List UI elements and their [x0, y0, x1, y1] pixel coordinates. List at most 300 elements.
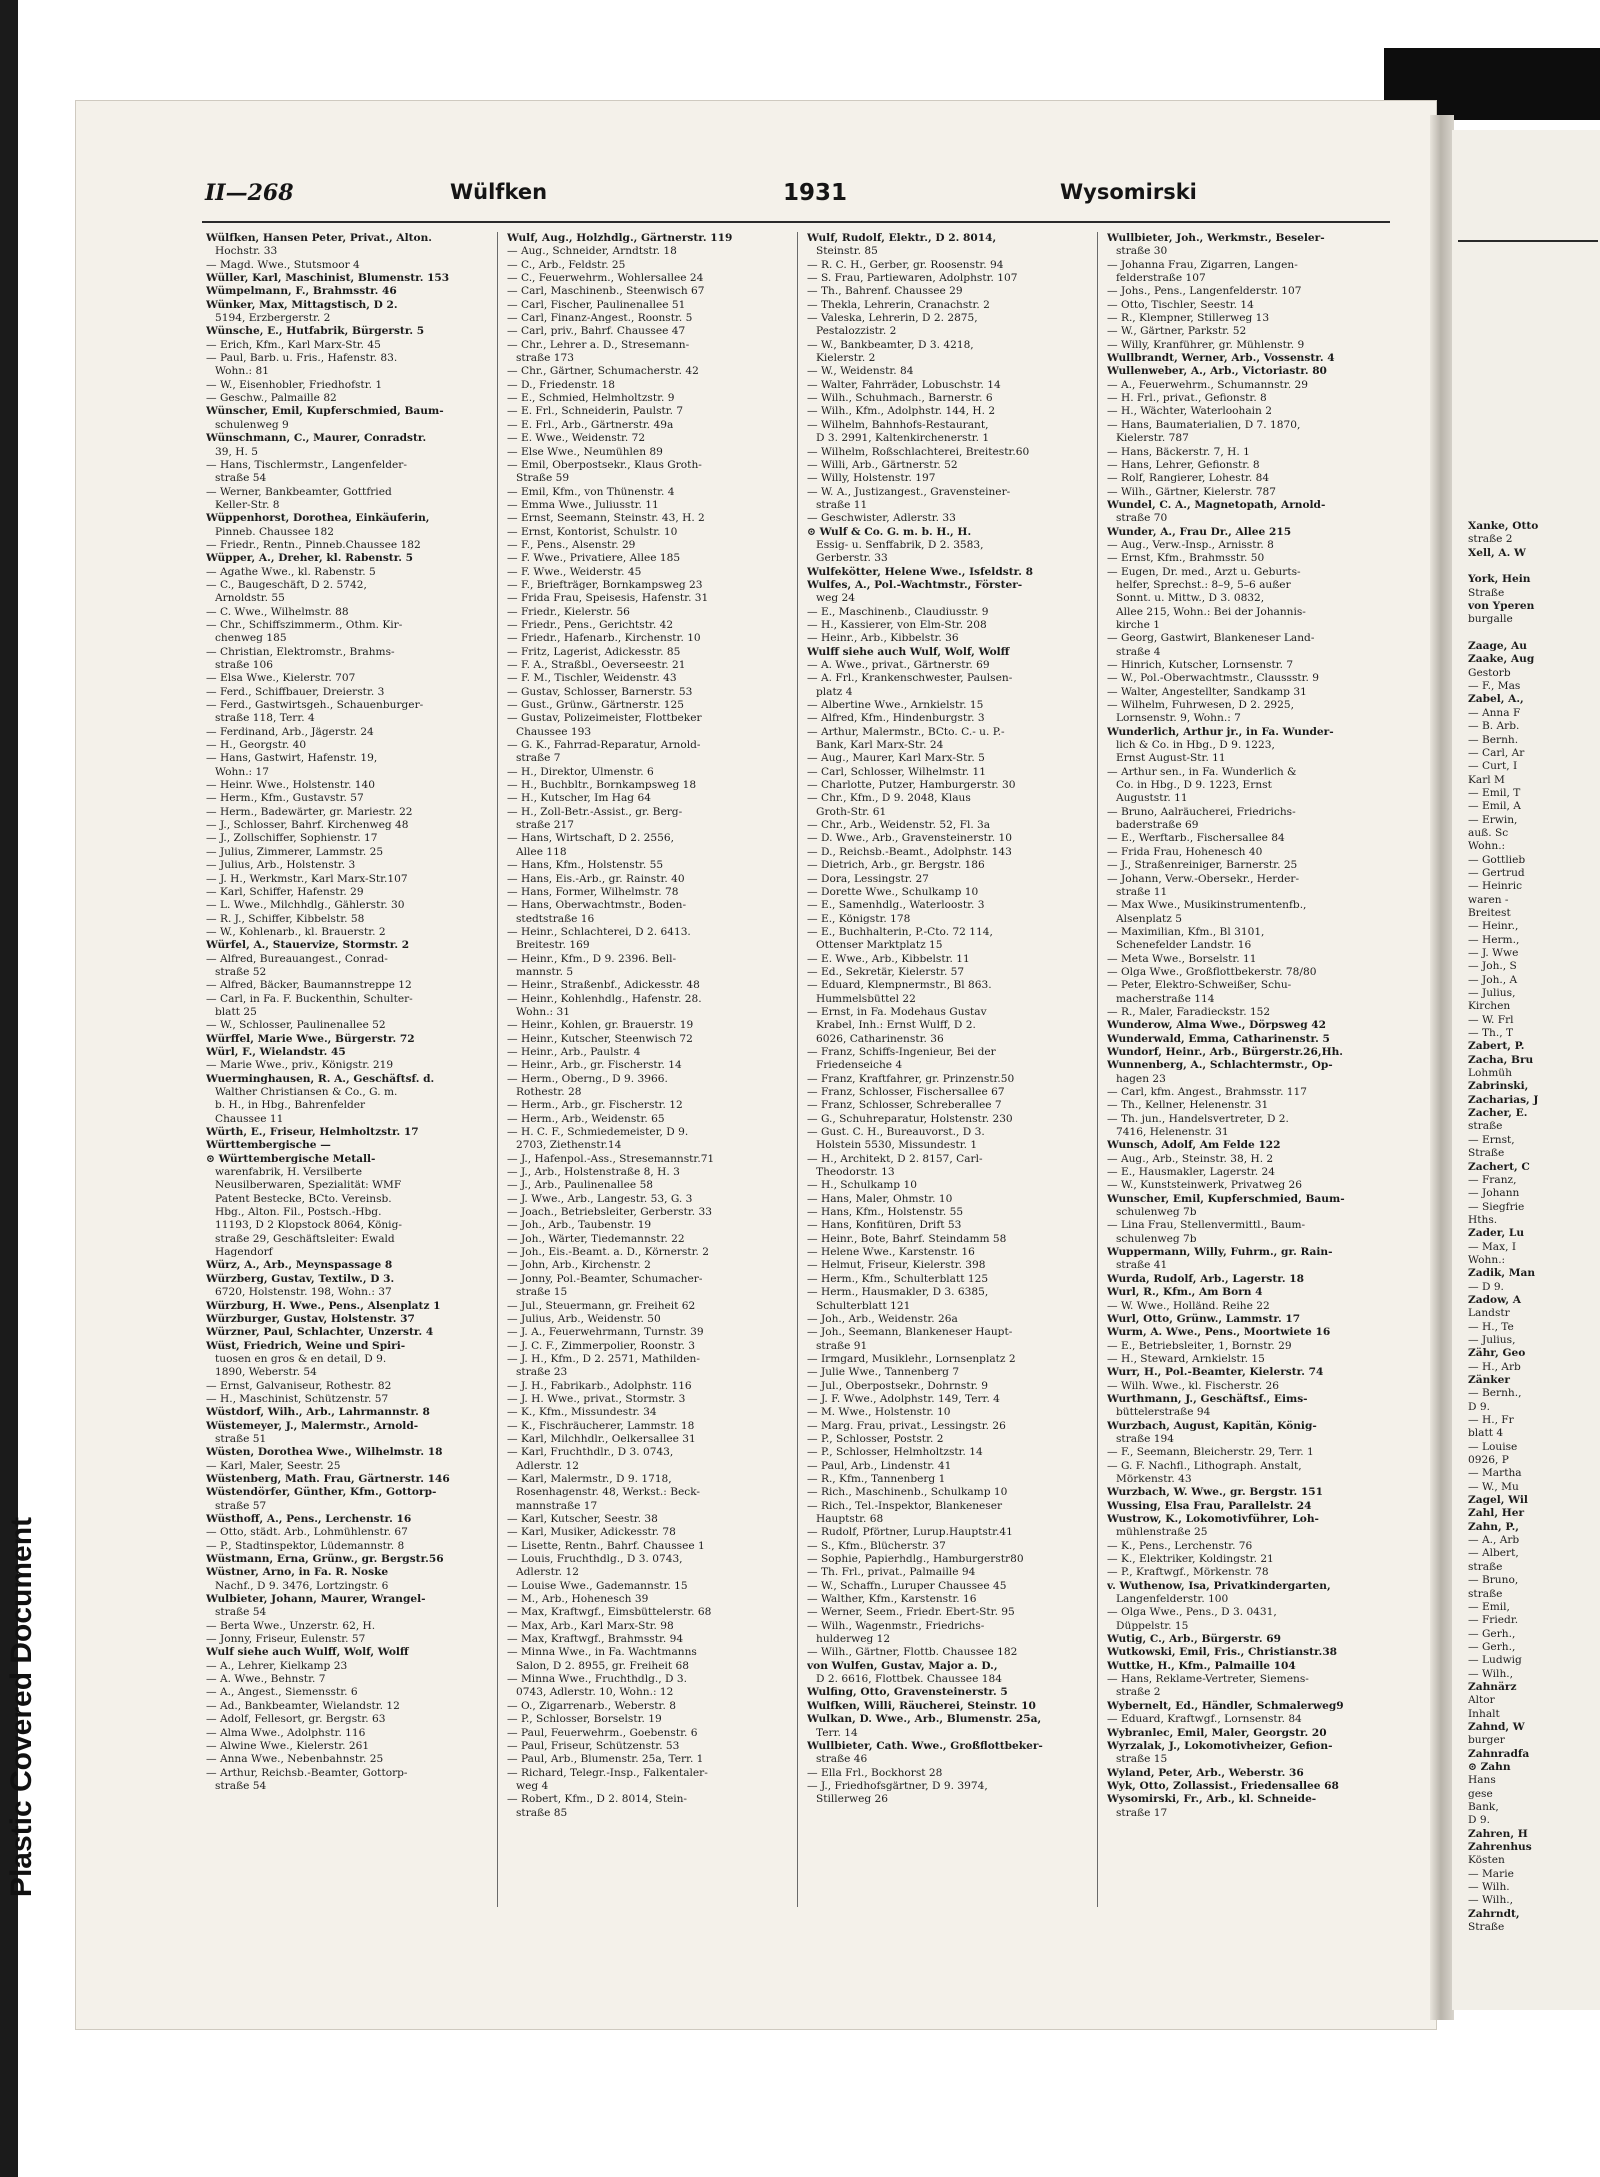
book-gutter: [1430, 115, 1454, 2020]
next-page-entry-line: Hths.: [1468, 1213, 1498, 1226]
directory-entry-line: Mörkenstr. 43: [1116, 1472, 1192, 1485]
directory-entry-line: — Gust. C. H., Bureauvorst., D 3.: [807, 1126, 985, 1139]
directory-entry-line: — Chr., Schiffszimmerm., Othm. Kir-: [206, 618, 403, 631]
directory-entry-line: — Minna Wwe., Fruchthdlg., D 3.: [507, 1673, 687, 1686]
next-page-entry-line: — Wilh.,: [1468, 1667, 1513, 1680]
directory-entry-line: Würz, A., Arb., Meynspassage 8: [206, 1259, 393, 1272]
directory-entry-line: — Arthur, Malermstr., BCto. C.- u. P.-: [807, 725, 1005, 738]
directory-entry-line: — Wilh., Schuhmach., Barnerstr. 6: [807, 392, 993, 405]
directory-entry-line: — M., Arb., Hohenesch 39: [507, 1593, 649, 1606]
directory-entry-line: Schenefelder Landstr. 16: [1116, 939, 1252, 952]
directory-entry-line: Kielerstr. 2: [816, 352, 876, 365]
directory-entry-line: — Heinr., Kohlenhdlg., Hafenstr. 28.: [507, 992, 702, 1005]
directory-entry-line: straße 15: [1116, 1753, 1168, 1766]
directory-entry-line: — Hans, Kfm., Holstenstr. 55: [507, 859, 664, 872]
directory-entry-line: — Joach., Betriebsleiter, Gerberstr. 33: [507, 1206, 712, 1219]
directory-entry-line: — Hans, Bäckerstr. 7, H. 1: [1107, 445, 1250, 458]
next-page-entry-line: — Herm.,: [1468, 933, 1520, 946]
next-page-entry-line: Zacher, E.: [1468, 1107, 1528, 1120]
directory-entry-line: — Ernst, Seemann, Steinstr. 43, H. 2: [507, 512, 705, 525]
directory-entry-line: — John, Arb., Kirchenstr. 2: [507, 1259, 651, 1272]
next-page-entry-line: Altor: [1468, 1694, 1495, 1707]
directory-entry-line: — Otto, städt. Arb., Lohmühlenstr. 67: [206, 1526, 408, 1539]
directory-entry-line: — Chr., Lehrer a. D., Stresemann-: [507, 338, 690, 351]
next-page-entry-line: Zahn, P.,: [1468, 1520, 1519, 1533]
directory-entry-line: — W., Gärtner, Parkstr. 52: [1107, 325, 1247, 338]
next-page-entry-line: — Bernh.,: [1468, 1387, 1522, 1400]
directory-entry-line: — Emil, Oberpostsekr., Klaus Groth-: [507, 458, 702, 471]
directory-year: 1931: [783, 180, 848, 206]
directory-entry-line: Wüstendörfer, Günther, Kfm., Gottorp-: [206, 1486, 437, 1499]
directory-entry-line: — Heinr., Schlachterei, D 2. 6413.: [507, 925, 691, 938]
directory-entry-line: — A. Wwe., privat., Gärtnerstr. 69: [807, 659, 990, 671]
directory-entry-line: — J., Hafenpol.-Ass., Stresemannstr.71: [507, 1152, 715, 1165]
directory-entry-line: Allee 118: [516, 845, 567, 858]
directory-entry-line: — Anna Wwe., Nebenbahnstr. 25: [206, 1753, 384, 1766]
next-page-entry-line: Zahnradfa: [1468, 1747, 1530, 1760]
directory-entry-line: — Aug., Arb., Steinstr. 38, H. 2: [1107, 1152, 1274, 1165]
directory-entry-line: — Geschw., Palmaille 82: [206, 392, 337, 405]
directory-entry-line: — Chr., Arb., Weidenstr. 52, Fl. 3a: [807, 819, 991, 832]
next-page-entry-line: Breitest: [1468, 906, 1511, 919]
directory-entry-line: — G., Schuhreparatur, Holstenstr. 230: [807, 1112, 1013, 1125]
directory-entry-line: — Julius, Zimmerer, Lammstr. 25: [206, 845, 384, 858]
directory-entry-line: — W. Wwe., Holländ. Reihe 22: [1107, 1299, 1270, 1312]
directory-entry-line: Wohn.: 17: [215, 765, 269, 778]
directory-entry-line: — Ernst, Kfm., Brahmsstr. 50: [1107, 552, 1265, 565]
directory-entry-line: Breitestr. 169: [516, 939, 590, 952]
directory-column-2: [507, 232, 783, 1907]
directory-entry-line: Hauptstr. 68: [816, 1513, 884, 1525]
next-page-entry-line: — Franz,: [1468, 1173, 1517, 1186]
next-page-edge: [1452, 130, 1600, 2010]
directory-entry-line: Wundorf, Heinr., Arb., Bürgerstr.26,Hh.: [1107, 1045, 1343, 1058]
directory-entry-line: — Adolf, Fellesort, gr. Bergstr. 63: [206, 1713, 386, 1726]
directory-entry-line: — Albertine Wwe., Arnkielstr. 15: [807, 699, 984, 712]
directory-entry-line: kirche 1: [1116, 618, 1161, 631]
directory-entry-line: — Maximilian, Kfm., Bl 3101,: [1107, 925, 1265, 938]
directory-entry-line: — Fritz, Lagerist, Adickesstr. 85: [507, 645, 681, 658]
next-page-entry-line: — Gerh.,: [1468, 1640, 1516, 1653]
directory-entry-line: Wümpelmann, F., Brahmsstr. 46: [206, 285, 397, 298]
directory-entry-line: — A. Frl., Krankenschwester, Paulsen-: [807, 672, 1013, 685]
directory-entry-line: chenweg 185: [215, 632, 287, 645]
directory-entry-line: Wulf, Rudolf, Elektr., D 2. 8014,: [807, 232, 997, 244]
directory-entry-line: — Charlotte, Putzer, Hamburgerstr. 30: [807, 779, 1016, 792]
directory-entry-line: — Herm., Kfm., Gustavstr. 57: [206, 792, 364, 805]
directory-entry-line: — Wilh., Wagenmstr., Friedrichs-: [807, 1619, 985, 1632]
directory-entry-line: Wüppenhorst, Dorothea, Einkäuferin,: [206, 512, 430, 525]
directory-entry-line: Württembergische —: [206, 1139, 331, 1152]
directory-entry-line: — W., Kohlenarb., kl. Brauerstr. 2: [206, 925, 386, 938]
directory-entry-line: — Hans, Eis.-Arb., gr. Rainstr. 40: [507, 872, 685, 885]
directory-entry-line: — Chr., Kfm., D 9. 2048, Klaus: [807, 792, 971, 805]
directory-entry-line: Wulf siehe auch Wulff, Wolf, Wolff: [206, 1646, 409, 1659]
directory-entry-line: straße 54: [215, 1606, 267, 1619]
next-page-entry-line: burger: [1468, 1734, 1505, 1747]
next-page-entry-line: — H., Fr: [1468, 1414, 1514, 1427]
directory-entry-line: — Magd. Wwe., Stutsmoor 4: [206, 258, 360, 271]
directory-entry-line: Wyrzalak, J., Lokomotivheizer, Gefion-: [1107, 1739, 1333, 1752]
directory-entry-line: Wurm, A. Wwe., Pens., Moortwiete 16: [1107, 1326, 1331, 1339]
directory-entry-line: — W., Schaffn., Luruper Chaussee 45: [807, 1579, 1007, 1592]
directory-entry-line: 2703, Ziethenstr.14: [516, 1139, 622, 1152]
directory-entry-line: Nachf., D 9. 3476, Lortzingstr. 6: [215, 1579, 389, 1592]
directory-entry-line: straße 85: [516, 1806, 568, 1819]
directory-entry-line: Holstein 5530, Missundestr. 1: [816, 1139, 978, 1152]
next-page-entry-line: — D 9.: [1468, 1280, 1504, 1293]
directory-entry-line: — H., Wächter, Waterloohain 2: [1107, 405, 1272, 418]
directory-entry-line: — Louise Wwe., Gademannstr. 15: [507, 1579, 688, 1592]
next-page-entry-line: Zadow, A: [1468, 1293, 1521, 1306]
directory-entry-line: Wuerminghausen, R. A., Geschäftsf. d.: [206, 1072, 435, 1085]
directory-entry-line: — Sophie, Papierhdlg., Hamburgerstr80: [807, 1553, 1024, 1566]
directory-entry-line: — Berta Wwe., Unzerstr. 62, H.: [206, 1619, 376, 1632]
directory-entry-line: straße 106: [215, 659, 274, 671]
directory-entry-line: — Hinrich, Kutscher, Lornsenstr. 7: [1107, 659, 1294, 671]
directory-entry-line: — H., Architekt, D 2. 8157, Carl-: [807, 1152, 983, 1165]
directory-entry-line: Wulfekötter, Helene Wwe., Isfeldstr. 8: [807, 565, 1033, 578]
directory-entry-line: — Paul, Arb., Blumenstr. 25a, Terr. 1: [507, 1753, 704, 1766]
directory-entry-line: — Lisette, Rentn., Bahrf. Chaussee 1: [507, 1539, 705, 1552]
directory-entry-line: — A., Angest., Siemensstr. 6: [206, 1686, 358, 1699]
directory-entry-line: Würzberg, Gustav, Textilw., D 3.: [206, 1272, 395, 1285]
column-separator: [797, 232, 798, 1907]
directory-entry-line: Wuppermann, Willy, Fuhrm., gr. Rain-: [1107, 1246, 1333, 1259]
directory-entry-line: — J. A., Feuerwehrmann, Turnstr. 39: [507, 1326, 704, 1339]
directory-entry-line: — Dora, Lessingstr. 27: [807, 872, 929, 885]
directory-entry-line: — W., Kunststeinwerk, Privatweg 26: [1107, 1179, 1302, 1192]
directory-entry-line: — Th. jun., Handelsvertreter, D 2.: [1107, 1112, 1289, 1125]
directory-entry-line: — Ernst, Galvaniseur, Rothestr. 82: [206, 1379, 392, 1392]
directory-entry-line: Wullbieter, Joh., Werkmstr., Beseler-: [1107, 232, 1325, 244]
directory-entry-line: Salon, D 2. 8955, gr. Freiheit 68: [516, 1659, 690, 1672]
directory-entry-line: v. Wuthenow, Isa, Privatkindergarten,: [1107, 1579, 1331, 1592]
directory-entry-line: Wuttke, H., Kfm., Palmaille 104: [1107, 1659, 1296, 1672]
next-page-entry-line: Straße: [1468, 1921, 1505, 1934]
directory-entry-line: — Eduard, Klempnermstr., Bl 863.: [807, 979, 992, 992]
directory-entry-line: — Olga Wwe., Pens., D 3. 0431,: [1107, 1606, 1277, 1619]
directory-entry-line: 0743, Adlerstr. 10, Wohn.: 12: [516, 1686, 674, 1699]
directory-entry-line: — Georg, Gastwirt, Blankeneser Land-: [1107, 632, 1315, 645]
directory-entry-line: helfer, Sprechst.: 8–9, 5–6 außer: [1116, 578, 1291, 591]
directory-entry-line: — Meta Wwe., Borselstr. 11: [1107, 952, 1257, 965]
next-page-entry-line: Zacha, Bru: [1468, 1053, 1534, 1066]
next-page-entry-line: — F., Mas: [1468, 680, 1521, 693]
directory-entry-line: Terr. 14: [816, 1726, 858, 1739]
directory-entry-line: — Wilhelm, Roßschlachterei, Breitestr.60: [807, 445, 1030, 458]
next-page-entry-line: — Gertrud: [1468, 866, 1525, 879]
directory-entry-line: — F. A., Straßbl., Oeverseestr. 21: [507, 659, 686, 671]
directory-entry-line: — P., Schlosser, Poststr. 2: [807, 1432, 944, 1445]
directory-entry-line: Sonnt. u. Mittw., D 3. 0832,: [1116, 592, 1265, 605]
directory-entry-line: Wunderwald, Emma, Catharinenstr. 5: [1107, 1032, 1330, 1045]
directory-entry-line: straße 70: [1116, 512, 1168, 525]
next-page-entry-line: Zahrndt,: [1468, 1907, 1520, 1920]
directory-entry-line: Wutkowski, Emil, Fris., Christianstr.38: [1107, 1646, 1338, 1659]
next-page-entry-line: Zahnärz: [1468, 1680, 1517, 1693]
directory-entry-line: — Jonny, Pol.-Beamter, Schumacher-: [507, 1272, 703, 1285]
directory-entry-line: — W., Schlosser, Paulinenallee 52: [206, 1019, 386, 1032]
directory-entry-line: — P., Kraftwgf., Mörkenstr. 78: [1107, 1566, 1269, 1579]
directory-entry-line: Wüsthoff, A., Pens., Lerchenstr. 16: [206, 1513, 412, 1525]
directory-entry-line: 5194, Erzbergerstr. 2: [215, 312, 331, 325]
directory-entry-line: — Carl, kfm. Angest., Brahmsstr. 117: [1107, 1086, 1308, 1098]
directory-entry-line: Hbg., Alton. Fil., Postsch.-Hbg.: [215, 1206, 382, 1219]
directory-entry-line: — Hans, Wirtschaft, D 2. 2556,: [507, 832, 675, 845]
next-page-entry-line: — Carl, Ar: [1468, 746, 1525, 759]
directory-entry-line: Wüsten, Dorothea Wwe., Wilhelmstr. 18: [206, 1446, 443, 1459]
next-page-entry-line: Zabert, P.: [1468, 1040, 1525, 1053]
directory-entry-line: — Peter, Elektro-Schweißer, Schu-: [1107, 979, 1292, 992]
directory-entry-line: — Walter, Fahrräder, Lobuschstr. 14: [807, 378, 1001, 391]
directory-entry-line: — Helene Wwe., Karstenstr. 16: [807, 1246, 975, 1259]
directory-entry-line: — Willy, Holstenstr. 197: [807, 472, 936, 485]
directory-entry-line: straße 173: [516, 352, 575, 365]
next-page-entry-line: Wohn.:: [1468, 1253, 1506, 1266]
directory-entry-line: — F., Seemann, Bleicherstr. 29, Terr. 1: [1107, 1446, 1314, 1459]
directory-entry-line: Friedenseiche 4: [816, 1059, 903, 1072]
next-page-entry-line: — Ernst,: [1468, 1133, 1515, 1146]
directory-entry-line: Wurda, Rudolf, Arb., Lagerstr. 18: [1107, 1272, 1305, 1285]
directory-entry-line: — G. K., Fahrrad-Reparatur, Arnold-: [507, 739, 701, 752]
next-page-entry-line: gese: [1468, 1787, 1493, 1800]
directory-entry-line: straße 4: [1116, 645, 1161, 658]
next-page-entry-line: — Heinr.,: [1468, 920, 1519, 933]
directory-entry-line: — Karl, Schiffer, Hafenstr. 29: [206, 885, 364, 898]
directory-entry-line: — R. J., Schiffer, Kibbelstr. 58: [206, 912, 365, 925]
next-page-entry-line: Bank,: [1468, 1801, 1499, 1813]
directory-entry-line: — Carl, Maschinenb., Steenwisch 67: [507, 285, 705, 298]
directory-entry-line: — Wilhelm, Fuhrwesen, D 2. 2925,: [1107, 699, 1295, 712]
next-page-entry-line: Zacharias, J: [1468, 1093, 1539, 1106]
directory-entry-line: Chaussee 193: [516, 725, 592, 738]
directory-entry-line: — F., Pens., Alsenstr. 29: [507, 538, 636, 551]
directory-entry-line: — Max, Kraftwgf., Eimsbüttelerstr. 68: [507, 1606, 712, 1619]
directory-entry-line: mannstr. 5: [516, 965, 574, 978]
directory-entry-line: — Max Wwe., Musikinstrumentenfb.,: [1107, 899, 1307, 912]
directory-entry-line: — R. C. H., Gerber, gr. Roosenstr. 94: [807, 258, 1004, 271]
directory-entry-line: — Max, Arb., Karl Marx-Str. 98: [507, 1619, 674, 1632]
next-page-entry-line: — W. Frl: [1468, 1013, 1514, 1026]
directory-entry-line: — A., Lehrer, Kielkamp 23: [206, 1659, 348, 1672]
directory-entry-line: Wurzbach, August, Kapitän, König-: [1107, 1419, 1317, 1432]
next-page-entry-line: — Th., T: [1468, 1027, 1514, 1040]
directory-entry-line: stedtstraße 16: [516, 912, 595, 925]
next-page-entry-line: — Heinric: [1468, 880, 1523, 893]
directory-entry-line: Schulterblatt 121: [816, 1299, 911, 1312]
directory-entry-line: — E., Buchhalterin, P.-Cto. 72 114,: [807, 925, 993, 938]
directory-entry-line: — Walther, Kfm., Karstenstr. 16: [807, 1593, 977, 1606]
directory-entry-line: baderstraße 69: [1116, 819, 1199, 832]
directory-entry-line: weg 24: [816, 592, 855, 605]
directory-entry-line: — H., Kassierer, von Elm-Str. 208: [807, 618, 987, 631]
directory-entry-line: straße 46: [816, 1753, 868, 1766]
next-page-entry-line: — Curt, I: [1468, 760, 1518, 773]
next-page-entry-line: — A., Arb: [1468, 1534, 1520, 1547]
next-page-entry-line: Zagel, Wil: [1468, 1494, 1528, 1507]
directory-entry-line: — Dorette Wwe., Schulkamp 10: [807, 885, 979, 898]
column-separator: [1097, 232, 1098, 1907]
directory-entry-line: straße 217: [516, 819, 575, 832]
directory-entry-line: — Herm., Arb., gr. Fischerstr. 12: [507, 1099, 683, 1112]
directory-entry-line: — Olga Wwe., Großflottbekerstr. 78/80: [1107, 965, 1317, 978]
directory-entry-line: — Julie Wwe., Tannenberg 7: [807, 1366, 960, 1379]
next-page-entry-line: Zahrenhus: [1468, 1841, 1532, 1854]
directory-entry-line: hulderweg 12: [816, 1633, 891, 1646]
directory-entry-line: straße 23: [516, 1366, 568, 1379]
directory-entry-line: 7416, Helenenstr. 31: [1116, 1126, 1229, 1139]
next-page-entry-line: Karl M: [1468, 773, 1505, 786]
directory-entry-line: — Carl, in Fa. F. Buckenthin, Schulter-: [206, 992, 413, 1005]
directory-entry-line: Lornsenstr. 9, Wohn.: 7: [1116, 712, 1241, 725]
directory-entry-line: — Johann, Verw.-Obersekr., Herder-: [1107, 872, 1300, 885]
directory-entry-line: — H., Schulkamp 10: [807, 1179, 917, 1192]
directory-entry-line: — J., Schlosser, Bahrf. Kirchenweg 48: [206, 819, 409, 832]
directory-entry-line: — Herm., Arb., Weidenstr. 65: [507, 1112, 665, 1125]
directory-entry-line: — E., Maschinenb., Claudiusstr. 9: [807, 605, 989, 618]
directory-entry-line: felderstraße 107: [1116, 272, 1206, 285]
directory-entry-line: — Minna Wwe., in Fa. Wachtmanns: [507, 1646, 697, 1659]
directory-entry-line: — J. H., Kfm., D 2. 2571, Mathilden-: [507, 1352, 700, 1365]
directory-entry-line: straße 57: [215, 1499, 267, 1512]
plastic-covered-label: Plastic Covered Document: [5, 1516, 38, 1898]
directory-entry-line: Wundel, C. A., Magnetopath, Arnold-: [1107, 498, 1326, 511]
directory-entry-line: Ernst August-Str. 11: [1116, 752, 1226, 765]
directory-column-3: [807, 232, 1083, 1907]
directory-entry-line: — F. M., Tischler, Weidenstr. 43: [507, 672, 677, 685]
directory-entry-line: straße 11: [1116, 885, 1168, 898]
next-page-entry-line: — Friedr.: [1468, 1614, 1519, 1627]
next-page-entry-line: Zaage, Au: [1468, 640, 1527, 653]
directory-entry-line: Alsenplatz 5: [1116, 912, 1182, 925]
directory-entry-line: — Max, Kraftwgf., Brahmsstr. 94: [507, 1633, 684, 1646]
directory-entry-line: — Heinr., Arb., gr. Fischerstr. 14: [507, 1059, 682, 1072]
directory-entry-line: — Alma Wwe., Adolphstr. 116: [206, 1726, 366, 1739]
directory-entry-line: — P., Schlosser, Helmholtzstr. 14: [807, 1446, 983, 1459]
directory-entry-line: — J., Arb., Holstenstraße 8, H. 3: [507, 1166, 680, 1179]
directory-entry-line: macherstraße 114: [1116, 992, 1215, 1005]
directory-entry-line: — E., Werftarb., Fischersallee 84: [1107, 832, 1285, 845]
next-page-entry-line: — Marie: [1468, 1867, 1514, 1880]
directory-entry-line: — Friedr., Hafenarb., Kirchenstr. 10: [507, 632, 701, 645]
directory-entry-line: straße 194: [1116, 1432, 1175, 1445]
directory-entry-line: — E. Wwe., Weidenstr. 72: [507, 432, 646, 445]
directory-entry-line: Wulff siehe auch Wulf, Wolf, Wolff: [807, 645, 1010, 658]
directory-column-1: [206, 232, 482, 1907]
directory-entry-line: schulenweg 7b: [1116, 1206, 1197, 1219]
next-page-entry-line: — Bruno,: [1468, 1574, 1519, 1587]
directory-entry-line: straße 17: [1116, 1806, 1168, 1819]
directory-entry-line: — Hans, Reklame-Vertreter, Siemens-: [1107, 1673, 1309, 1686]
directory-entry-line: — Robert, Kfm., D 2. 8014, Stein-: [507, 1793, 688, 1806]
next-page-entry-line: — Emil,: [1468, 1600, 1510, 1613]
directory-entry-line: — Johs., Pens., Langenfelderstr. 107: [1107, 285, 1302, 298]
directory-entry-line: Pinneb. Chaussee 182: [215, 525, 335, 538]
directory-entry-line: — Th., Bahrenf. Chaussee 29: [807, 285, 963, 298]
directory-entry-line: — C. Wwe., Wilhelmstr. 88: [206, 605, 349, 618]
directory-entry-line: — Hans, Former, Wilhelmstr. 78: [507, 885, 679, 898]
directory-entry-line: Wünschmann, C., Maurer, Conradstr.: [206, 432, 427, 445]
last-entry-name: Wysomirski: [1060, 180, 1197, 204]
directory-entry-line: — Franz, Kraftfahrer, gr. Prinzenstr.50: [807, 1072, 1015, 1085]
directory-entry-line: Wurl, Otto, Grünw., Lammstr. 17: [1107, 1312, 1301, 1325]
directory-entry-line: straße 11: [816, 498, 868, 511]
next-page-entry-line: Zähr, Geo: [1468, 1347, 1526, 1360]
directory-entry-line: — W., Bankbeamter, D 3. 4218,: [807, 338, 974, 351]
directory-entry-line: — Heinr., Arb., Kibbelstr. 36: [807, 632, 959, 645]
directory-entry-line: — M. Wwe., Holstenstr. 10: [807, 1406, 951, 1419]
directory-entry-line: — Franz, Schiffs-Ingenieur, Bei der: [807, 1045, 996, 1058]
column-separator: [497, 232, 498, 1907]
directory-entry-line: — Julius, Arb., Holstenstr. 3: [206, 859, 356, 872]
directory-entry-line: — Richard, Telegr.-Insp., Falkentaler-: [507, 1766, 708, 1779]
directory-entry-line: — Marie Wwe., priv., Königstr. 219: [206, 1059, 394, 1072]
directory-entry-line: — K., Fischräucherer, Lammstr. 18: [507, 1419, 695, 1432]
directory-entry-line: — G. F. Nachfl., Lithograph. Anstalt,: [1107, 1459, 1302, 1472]
next-page-header-rule: [1458, 240, 1598, 242]
directory-entry-line: — Ernst, in Fa. Modehaus Gustav: [807, 1005, 987, 1018]
next-page-entry-line: [1468, 560, 1598, 573]
directory-entry-line: — Eduard, Kraftwgf., Lornsenstr. 84: [1107, 1713, 1302, 1726]
next-page-entry-line: — H., Te: [1468, 1320, 1514, 1333]
directory-entry-line: — J., Straßenreiniger, Barnerstr. 25: [1107, 859, 1298, 872]
directory-entry-line: Auguststr. 11: [1116, 792, 1188, 805]
next-page-entry-line: Straße: [1468, 1147, 1505, 1160]
directory-entry-line: Patent Bestecke, BCto. Vereinsb.: [215, 1192, 392, 1205]
directory-entry-line: Hummelsbüttel 22: [816, 992, 916, 1005]
directory-entry-line: 39, H. 5: [215, 445, 258, 458]
directory-entry-line: — Heinr. Wwe., Holstenstr. 140: [206, 779, 375, 792]
directory-entry-line: 1890, Weberstr. 54: [215, 1366, 317, 1379]
directory-entry-line: — Agathe Wwe., kl. Rabenstr. 5: [206, 565, 376, 578]
directory-entry-line: Wybranlec, Emil, Maler, Georgstr. 20: [1107, 1726, 1327, 1739]
directory-entry-line: — C., Arb., Feldstr. 25: [507, 258, 626, 271]
directory-entry-line: — Gust., Grünw., Gärtnerstr. 125: [507, 699, 684, 712]
directory-entry-line: — Werner, Bankbeamter, Gottfried: [206, 485, 392, 498]
directory-entry-line: — Elsa Wwe., Kielerstr. 707: [206, 672, 356, 685]
directory-entry-line: — E. Frl., Schneiderin, Paulstr. 7: [507, 405, 684, 418]
next-page-entry-line: D 9.: [1468, 1400, 1490, 1413]
directory-entry-line: Chaussee 11: [215, 1112, 284, 1125]
directory-entry-line: — D., Reichsb.-Beamt., Adolphstr. 143: [807, 845, 1012, 858]
directory-entry-line: — Herm., Badewärter, gr. Mariestr. 22: [206, 805, 413, 818]
directory-entry-line: Wünsche, E., Hutfabrik, Bürgerstr. 5: [206, 325, 425, 338]
directory-entry-line: Wünscher, Emil, Kupferschmied, Baum-: [206, 405, 444, 418]
directory-entry-line: Keller-Str. 8: [215, 498, 280, 511]
directory-entry-line: — H., Buchbltr., Bornkampsweg 18: [507, 779, 697, 792]
directory-entry-line: Wunsch, Adolf, Am Felde 122: [1107, 1139, 1281, 1152]
directory-entry-line: — R., Kfm., Tannenberg 1: [807, 1472, 946, 1485]
directory-entry-line: — P., Schlosser, Borselstr. 19: [507, 1713, 662, 1726]
directory-entry-line: — Aug., Verw.-Insp., Arnisstr. 8: [1107, 538, 1274, 551]
directory-entry-line: — E., Schmied, Helmholtzstr. 9: [507, 392, 675, 405]
directory-entry-line: — Karl, Maler, Seestr. 25: [206, 1459, 341, 1472]
directory-entry-line: — Rich., Maschinenb., Schulkamp 10: [807, 1486, 1008, 1499]
directory-entry-line: Krabel, Inh.: Ernst Wulff, D 2.: [816, 1019, 976, 1032]
next-page-entry-line: Zahnd, W: [1468, 1720, 1525, 1733]
directory-entry-line: D 3. 2991, Kaltenkirchenerstr. 1: [816, 432, 990, 445]
directory-entry-line: — Ferd., Schiffbauer, Dreierstr. 3: [206, 685, 385, 698]
directory-entry-line: D 2. 6616, Flottbek. Chaussee 184: [816, 1673, 1002, 1686]
directory-entry-line: — H., Georgstr. 40: [206, 739, 307, 752]
directory-entry-line: Walther Christiansen & Co., G. m.: [215, 1086, 398, 1098]
directory-entry-line: — J. H., Werkmstr., Karl Marx-Str.107: [206, 872, 408, 885]
directory-entry-line: Wurl, R., Kfm., Am Born 4: [1107, 1286, 1263, 1299]
directory-entry-line: — J. Wwe., Arb., Langestr. 53, G. 3: [507, 1192, 693, 1205]
directory-entry-line: — W. A., Justizangest., Gravensteiner-: [807, 485, 1011, 498]
next-page-entry-line: Zachert, C: [1468, 1160, 1530, 1173]
